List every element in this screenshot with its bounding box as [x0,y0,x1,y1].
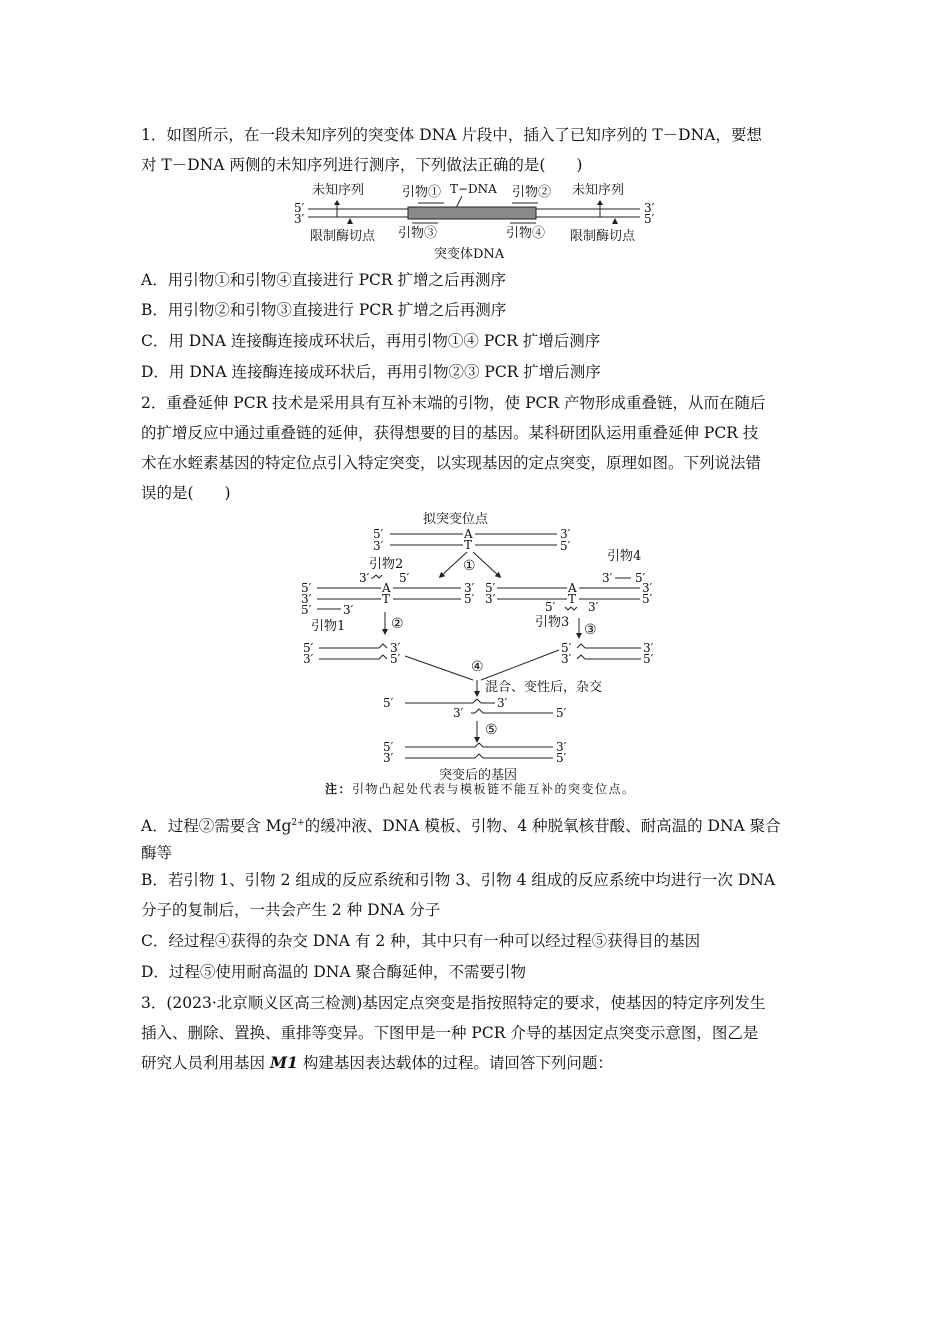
q2-label-result: 突变后的基因 [439,768,518,783]
q2-option-a-pre: A．过程②需要含 Mg [141,817,292,836]
q1-label-tdna: T−DNA [450,182,497,196]
q2-end-5-m: 5′ [561,641,572,655]
q3-line-2: 插入、删除、置换、重排等变异。下图甲是一种 PCR 介导的基因定点突变示意图，图乙是 [141,1024,759,1042]
q2-end-3-f: 3′ [343,603,354,617]
q2-end-3-o: 3′ [497,696,508,710]
q2-end-5-q: 5′ [383,740,394,754]
q2-base-a-top: A [464,527,473,541]
q2-end-5-c: 5′ [399,571,410,585]
q2-end-3-j: 3′ [588,600,599,614]
q1-option-d: D．用 DNA 连接酶连接成环状后，再用引物②③ PCR 扩增后测序 [141,363,601,381]
q2-end-5-h: 5′ [485,581,496,595]
q1-label-unknown-left: 未知序列 [312,183,365,198]
q2-label-primer1: 引物1 [311,619,346,634]
q2-end-3-q: 3′ [383,751,394,765]
q2-step-1: ① [463,558,476,574]
q2-figure-overlap-pcr [295,508,665,783]
q2-base-t-left: T [382,592,391,606]
q1-label-primer2: 引物② [512,185,552,200]
q2-option-a-line-1 [141,808,781,841]
q1-option-c: C．用 DNA 连接酶连接成环状后，再用引物①④ PCR 扩增后测序 [141,332,601,350]
q2-end-5-l: 5′ [390,652,401,666]
q2-end-5-b: 5′ [560,539,571,553]
q2-end-3-h: 3′ [485,592,496,606]
q2-option-b-line-2: 分子的复制后，一共会产生 2 种 DNA 分子 [141,901,441,919]
q3-line-3-pre: 研究人员利用基因 [141,1054,270,1072]
q2-end-5-f: 5′ [301,603,312,617]
q2-end-3-p: 3′ [453,706,464,720]
q2-option-a-sup: 2+ [291,818,305,828]
q2-end-3-b: 3′ [560,527,571,541]
q2-step-4: ④ [471,659,484,675]
q2-step-5: ⑤ [485,722,498,738]
q2-end-3-g: 3′ [464,581,475,595]
q2-end-5-e: 5′ [301,581,312,595]
q3-line-1: 3．(2023·北京顺义区高三检测)基因定点突变是指按照特定的要求，使基因的特定序列发生 [141,994,766,1012]
q1-label-primer1: 引物① [402,185,442,200]
q1-end-3-top: 3′ [644,201,655,215]
q3-line-3-post: 构建基因表达载体的过程。请回答下列问题： [297,1054,613,1072]
q2-end-5-i: 5′ [642,592,653,606]
q2-line-3: 术在水蛭素基因的特定位点引入特定突变，以实现基因的定点突变，原理如图。下列说法错 [141,454,762,472]
q1-end-5-top: 5′ [294,201,305,215]
q2-base-t-right: T [568,592,577,606]
q2-label-site: 拟突变位点 [423,512,489,527]
q2-note-text: 引物凸起处代表与模板链不能互补的突变位点。 [352,782,636,796]
q2-line-1: 2．重叠延伸 PCR 技术是采用具有互补末端的引物，使 PCR 产物形成重叠链，从而在随后 [141,394,766,412]
q2-end-5-j: 5′ [545,600,556,614]
tdna-segment [408,207,536,219]
q1-end-5-bottom: 5′ [644,212,655,226]
q2-end-3-m: 3′ [561,652,572,666]
q2-option-b-line-1: B．若引物 1、引物 2 组成的反应系统和引物 3、引物 4 组成的反应系统中均进行一次 DNA [141,871,776,889]
q2-end-3-c: 3′ [359,571,370,585]
q2-end-5-r: 5′ [556,751,567,765]
q2-end-5-n: 5′ [643,652,654,666]
q2-base-a-left: A [382,581,391,595]
q2-end-3-d: 3′ [602,571,613,585]
q1-figure-caption: 突变体DNA [434,247,505,262]
q2-end-5-g: 5′ [464,592,475,606]
q1-line-1: 1．如图所示，在一段未知序列的突变体 DNA 片段中，插入了已知序列的 T－DNA，要想 [141,126,762,144]
q2-option-a-line-2: 酶等 [141,844,173,862]
q1-label-primer4: 引物④ [506,226,546,241]
q2-label-mix: 混合、变性后，杂交 [485,680,603,695]
q2-end-5-p: 5′ [556,706,567,720]
q2-base-a-right: A [568,581,577,595]
q2-end-5-d: 5′ [635,571,646,585]
q2-figure-note [325,780,636,797]
q1-label-site-left: 限制酶切点 [310,229,376,244]
question-3-stem [141,988,813,1078]
q2-end-5-a: 5′ [373,527,384,541]
q1-label-primer3: 引物③ [398,226,438,241]
q2-option-a-post: 的缓冲液、DNA 模板、引物、4 种脱氧核苷酸、耐高温的 DNA 聚合 [304,817,781,836]
q2-label-primer4: 引物4 [607,549,642,564]
q2-line-4: 误的是( ) [141,484,231,502]
q2-note-label: 注： [325,782,353,796]
q2-end-3-a: 3′ [373,539,384,553]
question-2-stem [141,388,813,508]
q2-end-3-e: 3′ [301,592,312,606]
q2-end-5-o: 5′ [383,696,394,710]
q2-end-3-i: 3′ [642,581,653,595]
q2-label-primer2: 引物2 [369,557,404,572]
q1-option-a: A．用引物①和引物④直接进行 PCR 扩增之后再测序 [141,271,507,289]
q2-option-d: D．过程⑤使用耐高温的 DNA 聚合酶延伸，不需要引物 [141,963,526,981]
q1-figure-mutant-dna [290,180,670,265]
q3-line-3 [141,1048,813,1078]
q2-end-3-l: 3′ [390,641,401,655]
q1-line-2: 对 T－DNA 两侧的未知序列进行测序，下列做法正确的是( ) [141,156,583,174]
q2-end-3-k: 3′ [303,652,314,666]
q2-end-3-r: 3′ [556,740,567,754]
q2-option-c: C．经过程④获得的杂交 DNA 有 2 种，其中只有一种可以经过程⑤获得目的基因 [141,932,701,950]
q2-line-2: 的扩增反应中通过重叠链的延伸，获得想要的目的基因。某科研团队运用重叠延伸 PCR 技 [141,424,759,442]
q2-end-3-n: 3′ [643,641,654,655]
q2-base-t-top: T [464,538,473,552]
q2-label-primer3: 引物3 [535,615,570,630]
q1-end-3-bottom: 3′ [294,212,305,226]
q2-step-3: ③ [584,622,597,638]
q2-step-2: ② [391,616,404,632]
q1-label-unknown-right: 未知序列 [572,183,625,198]
q1-option-b: B．用引物②和引物③直接进行 PCR 扩增之后再测序 [141,301,507,319]
q2-end-5-k: 5′ [303,641,314,655]
q3-gene-m1: M1 [269,1053,298,1072]
q1-label-site-right: 限制酶切点 [570,229,636,244]
question-1-stem [141,120,813,180]
